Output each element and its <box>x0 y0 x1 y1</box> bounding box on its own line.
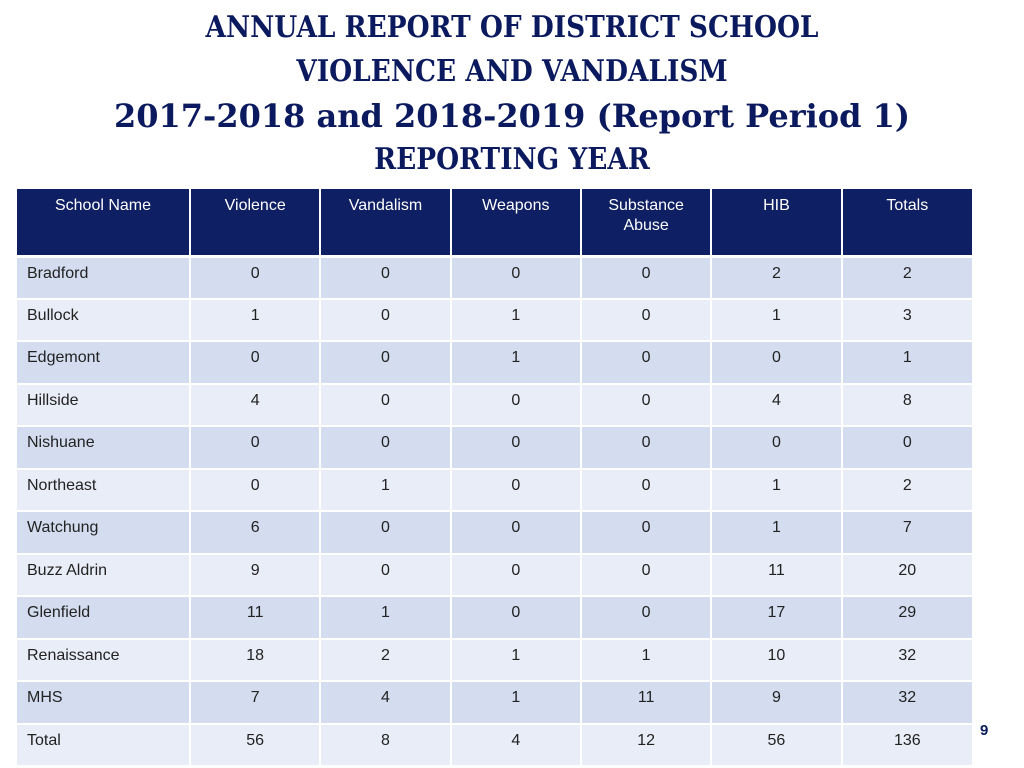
cell-substance-abuse: 0 <box>581 256 711 299</box>
cell-hib: 9 <box>711 681 841 724</box>
cell-school-name: Hillside <box>17 384 190 427</box>
header-hib: HIB <box>711 189 841 256</box>
table-row <box>17 299 972 342</box>
cell-hib: 17 <box>711 596 841 639</box>
table-row <box>17 511 972 554</box>
cell-hib: 1 <box>711 299 841 342</box>
cell-violence: 6 <box>190 511 320 554</box>
cell-school-name: Bullock <box>17 299 190 342</box>
header-school-name: School Name <box>17 189 190 256</box>
cell-violence: 0 <box>190 341 320 384</box>
table-row <box>17 639 972 682</box>
table-header-row <box>17 189 972 256</box>
cell-school-name: Total <box>17 724 190 767</box>
cell-vandalism: 8 <box>320 724 450 767</box>
report-title <box>0 6 1024 182</box>
cell-totals: 2 <box>842 469 972 512</box>
header-weapons: Weapons <box>451 189 581 256</box>
incident-table <box>17 189 972 767</box>
cell-weapons: 0 <box>451 469 581 512</box>
cell-substance-abuse: 11 <box>581 681 711 724</box>
cell-hib: 0 <box>711 341 841 384</box>
cell-vandalism: 0 <box>320 511 450 554</box>
cell-weapons: 0 <box>451 596 581 639</box>
table-row <box>17 256 972 299</box>
table-row <box>17 341 972 384</box>
table-row <box>17 681 972 724</box>
cell-weapons: 0 <box>451 384 581 427</box>
cell-weapons: 0 <box>451 256 581 299</box>
cell-substance-abuse: 0 <box>581 299 711 342</box>
table-body <box>17 256 972 766</box>
cell-violence: 7 <box>190 681 320 724</box>
title-line-1: ANNUAL REPORT OF DISTRICT SCHOOL <box>205 10 819 45</box>
header-violence: Violence <box>190 189 320 256</box>
header-substance-abuse: Substance Abuse <box>581 189 711 256</box>
table-row <box>17 426 972 469</box>
cell-totals: 29 <box>842 596 972 639</box>
cell-vandalism: 0 <box>320 384 450 427</box>
cell-school-name: Watchung <box>17 511 190 554</box>
cell-school-name: Bradford <box>17 256 190 299</box>
table-row <box>17 469 972 512</box>
cell-totals: 20 <box>842 554 972 597</box>
cell-school-name: Edgemont <box>17 341 190 384</box>
cell-school-name: Glenfield <box>17 596 190 639</box>
cell-violence: 56 <box>190 724 320 767</box>
title-line-4: REPORTING YEAR <box>374 142 650 177</box>
cell-violence: 11 <box>190 596 320 639</box>
cell-substance-abuse: 12 <box>581 724 711 767</box>
cell-substance-abuse: 1 <box>581 639 711 682</box>
cell-violence: 1 <box>190 299 320 342</box>
cell-totals: 32 <box>842 681 972 724</box>
cell-substance-abuse: 0 <box>581 554 711 597</box>
cell-weapons: 1 <box>451 341 581 384</box>
cell-totals: 3 <box>842 299 972 342</box>
cell-totals: 1 <box>842 341 972 384</box>
table-row <box>17 596 972 639</box>
page-number: 9 <box>980 722 989 739</box>
cell-hib: 1 <box>711 511 841 554</box>
cell-weapons: 0 <box>451 554 581 597</box>
title-line-2: VIOLENCE AND VANDALISM <box>296 54 728 89</box>
cell-violence: 0 <box>190 426 320 469</box>
cell-hib: 11 <box>711 554 841 597</box>
cell-vandalism: 1 <box>320 596 450 639</box>
cell-weapons: 1 <box>451 681 581 724</box>
cell-totals: 32 <box>842 639 972 682</box>
cell-totals: 7 <box>842 511 972 554</box>
cell-violence: 0 <box>190 256 320 299</box>
cell-substance-abuse: 0 <box>581 469 711 512</box>
cell-violence: 4 <box>190 384 320 427</box>
cell-hib: 2 <box>711 256 841 299</box>
header-totals: Totals <box>842 189 972 256</box>
cell-hib: 0 <box>711 426 841 469</box>
cell-school-name: Northeast <box>17 469 190 512</box>
cell-vandalism: 0 <box>320 341 450 384</box>
title-line-3: 2017-2018 and 2018-2019 (Report Period 1) <box>113 97 911 135</box>
cell-weapons: 0 <box>451 426 581 469</box>
cell-totals: 2 <box>842 256 972 299</box>
cell-totals: 136 <box>842 724 972 767</box>
cell-vandalism: 0 <box>320 554 450 597</box>
cell-weapons: 4 <box>451 724 581 767</box>
cell-school-name: Renaissance <box>17 639 190 682</box>
cell-weapons: 1 <box>451 299 581 342</box>
cell-vandalism: 0 <box>320 299 450 342</box>
cell-school-name: Nishuane <box>17 426 190 469</box>
cell-substance-abuse: 0 <box>581 384 711 427</box>
cell-vandalism: 4 <box>320 681 450 724</box>
cell-vandalism: 0 <box>320 256 450 299</box>
table-row <box>17 384 972 427</box>
cell-substance-abuse: 0 <box>581 341 711 384</box>
cell-school-name: Buzz Aldrin <box>17 554 190 597</box>
cell-violence: 9 <box>190 554 320 597</box>
cell-vandalism: 0 <box>320 426 450 469</box>
cell-violence: 18 <box>190 639 320 682</box>
cell-vandalism: 1 <box>320 469 450 512</box>
cell-weapons: 1 <box>451 639 581 682</box>
cell-violence: 0 <box>190 469 320 512</box>
cell-hib: 10 <box>711 639 841 682</box>
cell-vandalism: 2 <box>320 639 450 682</box>
cell-substance-abuse: 0 <box>581 426 711 469</box>
cell-weapons: 0 <box>451 511 581 554</box>
cell-totals: 8 <box>842 384 972 427</box>
cell-hib: 1 <box>711 469 841 512</box>
cell-substance-abuse: 0 <box>581 596 711 639</box>
header-vandalism: Vandalism <box>320 189 450 256</box>
table-row <box>17 554 972 597</box>
cell-hib: 4 <box>711 384 841 427</box>
cell-school-name: MHS <box>17 681 190 724</box>
cell-substance-abuse: 0 <box>581 511 711 554</box>
table-row <box>17 724 972 767</box>
cell-totals: 0 <box>842 426 972 469</box>
cell-hib: 56 <box>711 724 841 767</box>
